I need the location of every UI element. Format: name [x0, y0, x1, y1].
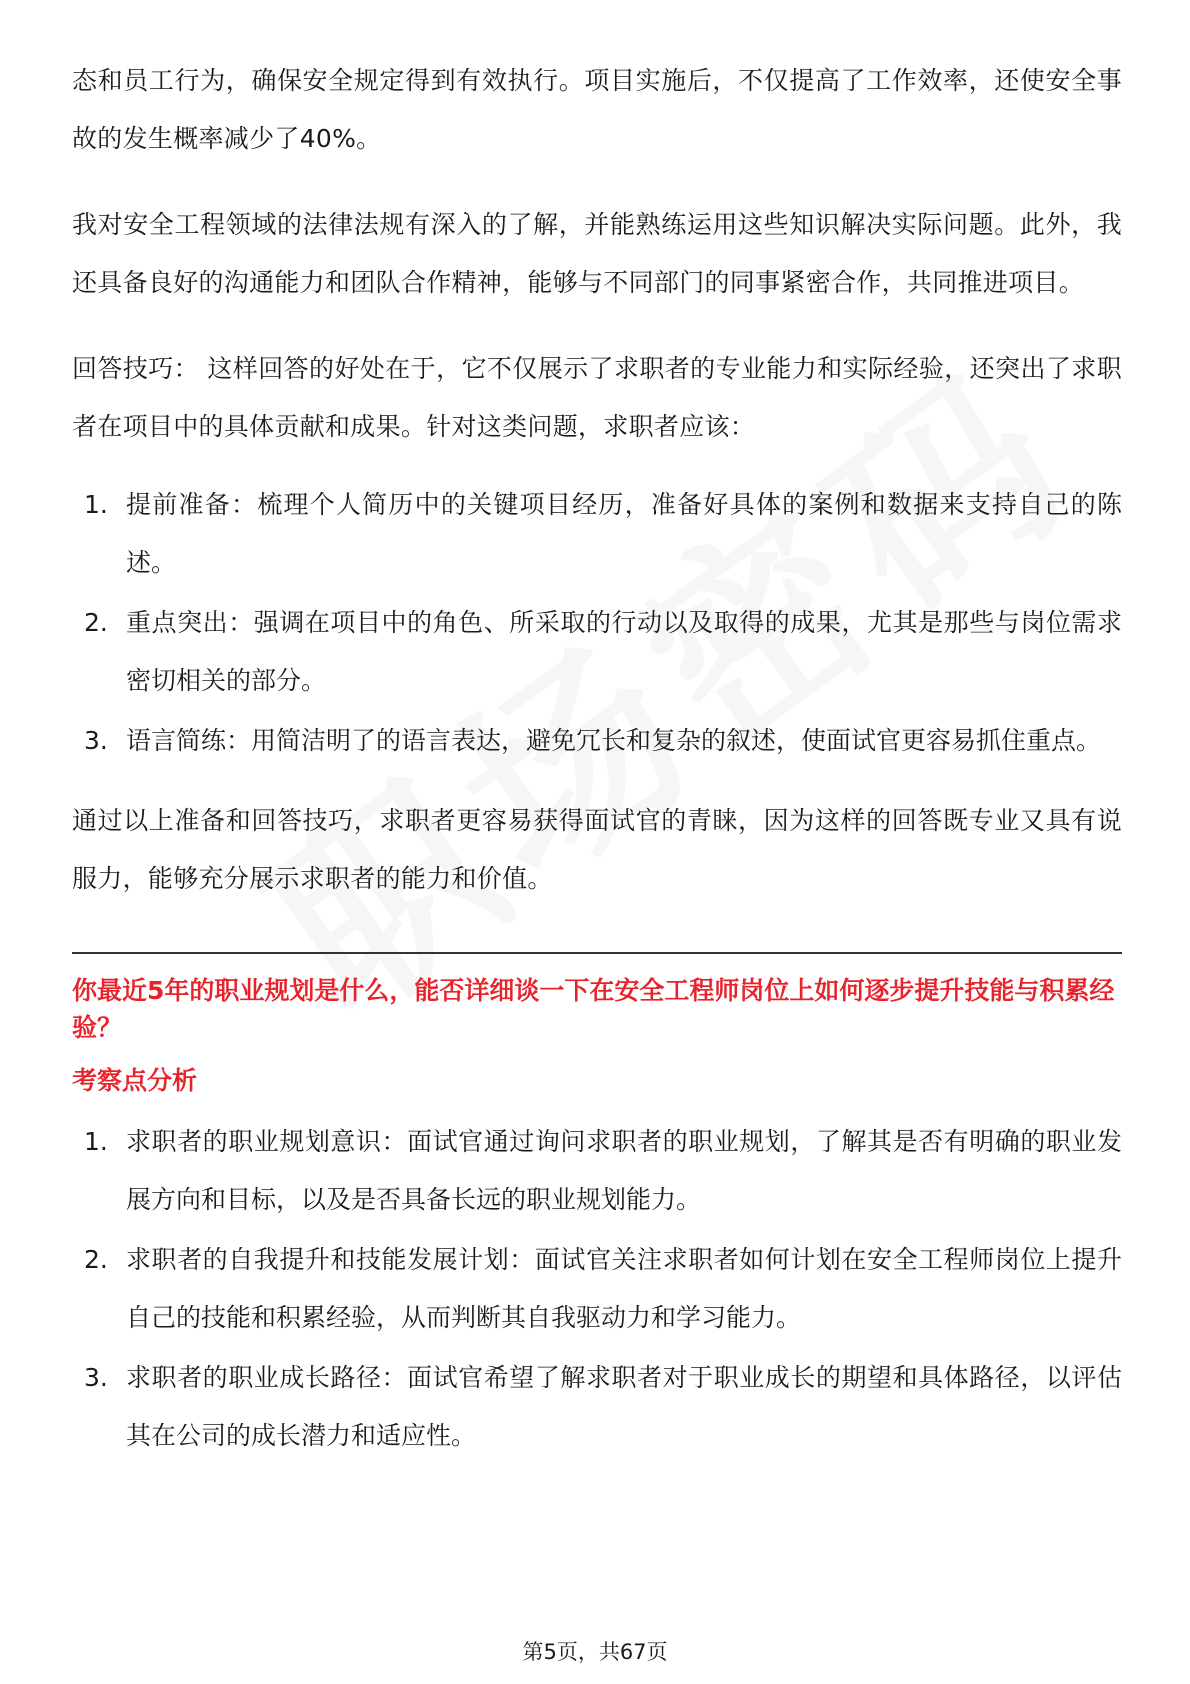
list-number: 2.	[84, 1245, 108, 1274]
list-text: 求职者的职业规划意识：面试官通过询问求职者的职业规划，了解其是否有明确的职业发展方向和目标，以及是否具备长远的职业规划能力。	[126, 1127, 1122, 1214]
page-footer: 第5页，共67页	[522, 1640, 668, 1664]
list-number: 1.	[84, 490, 108, 519]
list-text: 求职者的职业成长路径：面试官希望了解求职者对于职业成长的期望和具体路径，以评估其在公司的成长潜力和适应性。	[126, 1363, 1122, 1450]
list-item	[72, 1231, 1122, 1347]
list-item	[72, 476, 1122, 592]
list-number: 1.	[84, 1127, 108, 1156]
list-text: 语言简练：用简洁明了的语言表达，避免冗长和复杂的叙述，使面试官更容易抓住重点。	[126, 726, 1102, 755]
paragraph-skills: 我对安全工程领域的法律法规有深入的了解，并能熟练运用这些知识解决实际问题。此外，我还具备良好的沟通能力和团队合作精神，能够与不同部门的同事紧密合作，共同推进项目。	[72, 210, 1122, 297]
paragraph-conclusion: 通过以上准备和回答技巧，求职者更容易获得面试官的青睐，因为这样的回答既专业又具有说服力，能够充分展示求职者的能力和价值。	[72, 806, 1122, 893]
question-heading: 你最近5年的职业规划是什么，能否详细谈一下在安全工程师岗位上如何逐步提升技能与积累经验？	[72, 976, 1115, 1042]
list-text: 重点突出：强调在项目中的角色、所采取的行动以及取得的成果，尤其是那些与岗位需求密切相关的部分。	[126, 608, 1122, 695]
list-number: 3.	[84, 726, 108, 755]
analysis-heading: 考察点分析	[72, 1066, 198, 1095]
list-item	[72, 1113, 1122, 1229]
paragraph-project-result: 态和员工行为，确保安全规定得到有效执行。项目实施后，不仅提高了工作效率，还使安全事故的发生概率减少了40%。	[72, 66, 1122, 153]
list-item	[72, 1349, 1122, 1465]
page-content	[72, 52, 1122, 1467]
analysis-list	[72, 1113, 1122, 1465]
tips-list	[72, 476, 1122, 770]
list-number: 2.	[84, 608, 108, 637]
section-divider	[72, 952, 1122, 954]
list-item	[72, 712, 1122, 770]
list-item	[72, 594, 1122, 710]
list-text: 提前准备：梳理个人简历中的关键项目经历，准备好具体的案例和数据来支持自己的陈述。	[126, 490, 1122, 577]
list-number: 3.	[84, 1363, 108, 1392]
list-text: 求职者的自我提升和技能发展计划：面试官关注求职者如何计划在安全工程师岗位上提升自己的技能和积累经验，从而判断其自我驱动力和学习能力。	[126, 1245, 1122, 1332]
paragraph-answer-tips: 回答技巧： 这样回答的好处在于，它不仅展示了求职者的专业能力和实际经验，还突出了求职者在项目中的具体贡献和成果。针对这类问题，求职者应该：	[72, 354, 1122, 441]
